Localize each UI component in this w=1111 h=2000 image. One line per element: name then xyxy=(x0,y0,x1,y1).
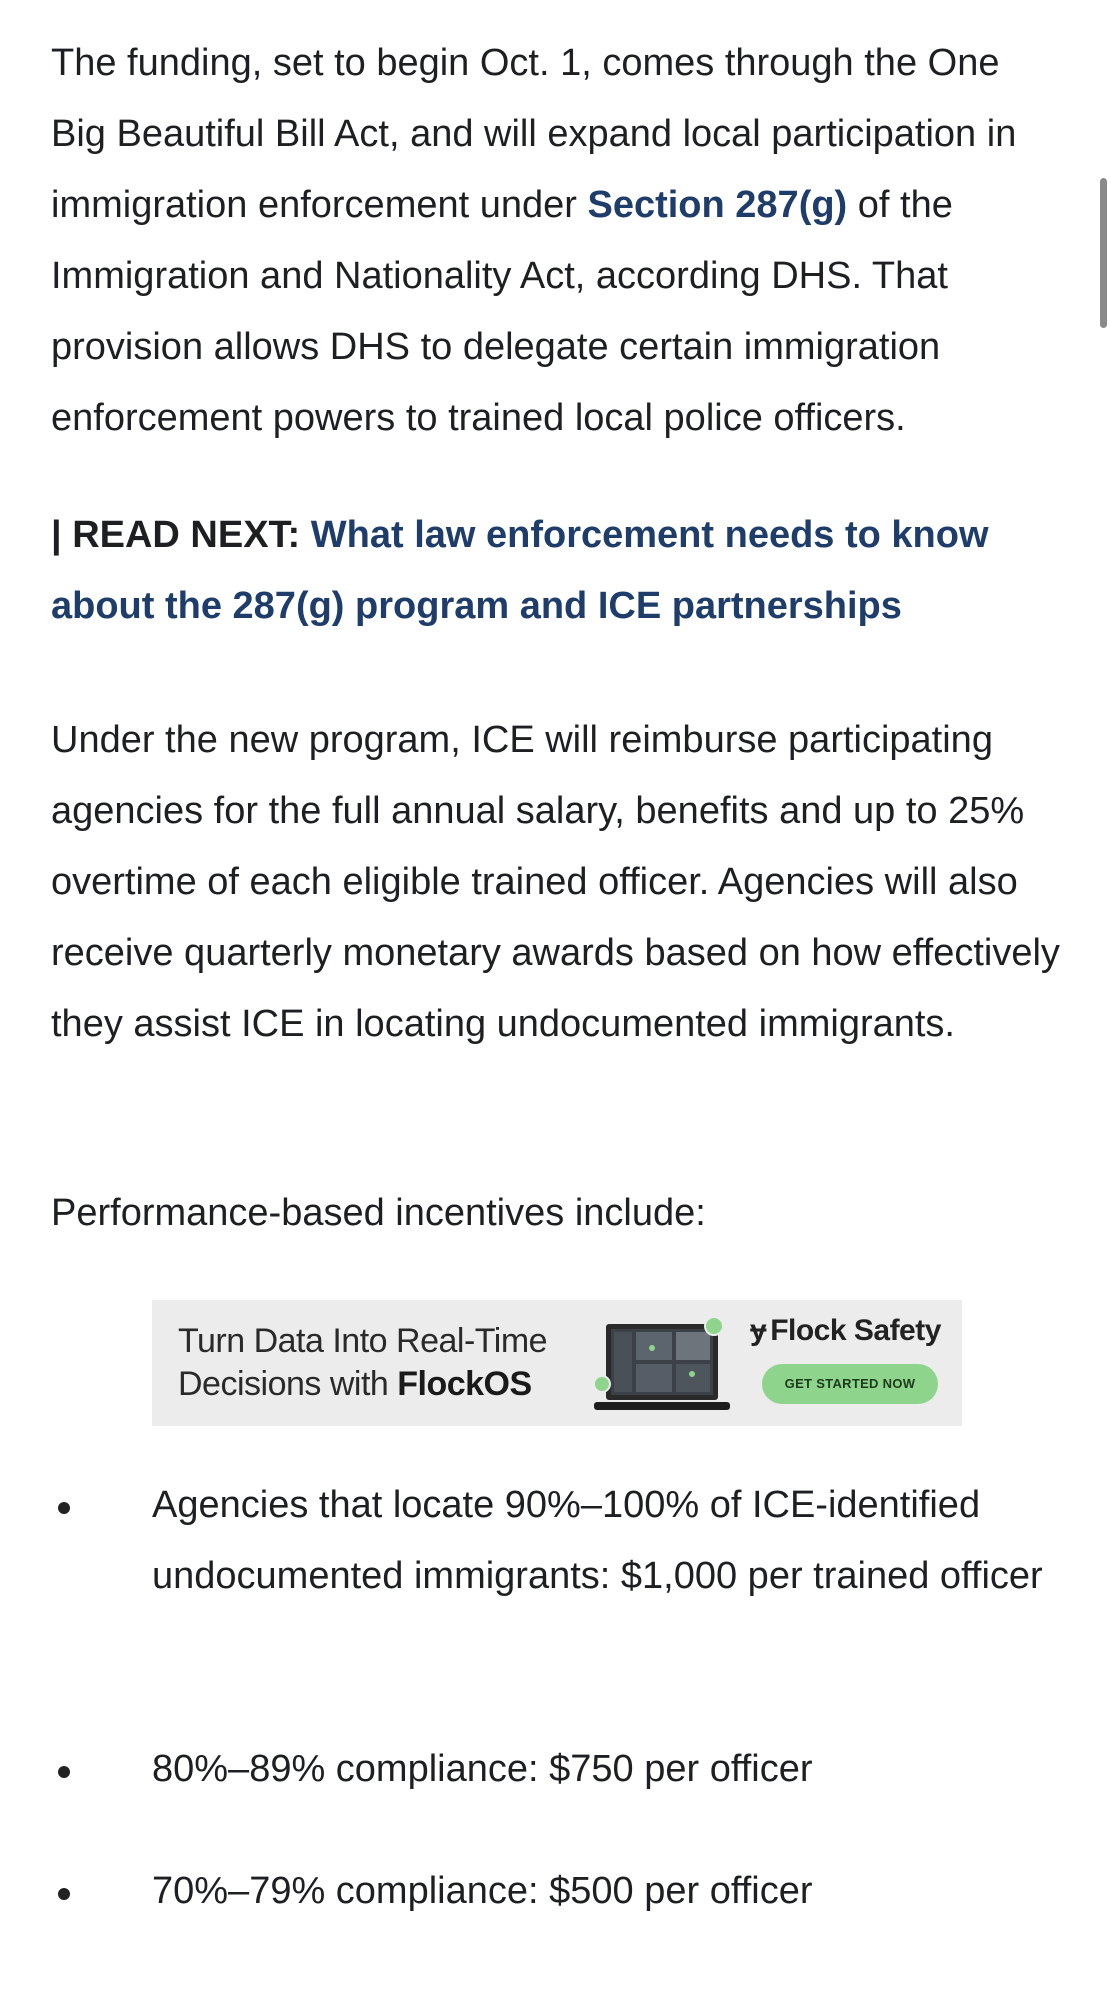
read-next-label: | READ NEXT: xyxy=(51,514,311,556)
bullet-icon xyxy=(58,1888,70,1900)
flock-logo-mark-icon: ɏ xyxy=(750,1314,767,1347)
flock-brand-name: Flock Safety xyxy=(770,1314,941,1347)
scrollbar-thumb[interactable] xyxy=(1100,178,1107,328)
ad-headline xyxy=(178,1320,547,1406)
laptop-illustration-icon xyxy=(592,1314,732,1418)
paragraph-funding-text-end: of the Immigration and Nationality Act, according DHS. That provision allows DHS to delegate certain immigration enforcement powers to trained local police officers. xyxy=(51,184,953,439)
paragraph-program: Under the new program, ICE will reimburse participating agencies for the full annual salary, benefits and up to 25% overtime of each eligible trained officer. Agencies will also receive quarterly monetary awards based on how effectively they assist ICE in locating undocumented immigrants. xyxy=(51,719,1060,1045)
paragraph-funding-text-start: The funding, set to begin Oct. 1, comes through the One Big Beautiful Bill Act, and will expand local participation in immigration enforcement under xyxy=(51,42,1017,226)
flock-safety-logo xyxy=(750,1314,941,1348)
ad-headline-line2 xyxy=(178,1363,547,1406)
ad-product-name: FlockOS xyxy=(397,1365,532,1403)
bullet-icon xyxy=(58,1766,70,1778)
ad-headline-line2-prefix: Decisions with xyxy=(178,1365,398,1403)
read-next-callout xyxy=(51,500,1051,642)
paragraph-funding xyxy=(51,28,1061,454)
section-287g-link[interactable]: Section 287(g) xyxy=(587,184,848,226)
list-item-text: Agencies that locate 90%–100% of ICE-identified undocumented immigrants: $1,000 per trained officer xyxy=(152,1484,1043,1597)
bullet-icon xyxy=(58,1502,70,1514)
read-next-link[interactable]: What law enforcement needs to know about the 287(g) program and ICE partnerships xyxy=(51,514,989,627)
list-item-text: 70%–79% compliance: $500 per officer xyxy=(152,1870,813,1912)
ad-headline-line1: Turn Data Into Real-Time xyxy=(178,1322,548,1360)
flock-safety-ad-banner[interactable] xyxy=(152,1300,962,1426)
paragraph-incentives-intro: Performance-based incentives include: xyxy=(51,1192,706,1234)
get-started-button[interactable]: GET STARTED NOW xyxy=(762,1364,938,1404)
list-item-text: 80%–89% compliance: $750 per officer xyxy=(152,1748,813,1790)
